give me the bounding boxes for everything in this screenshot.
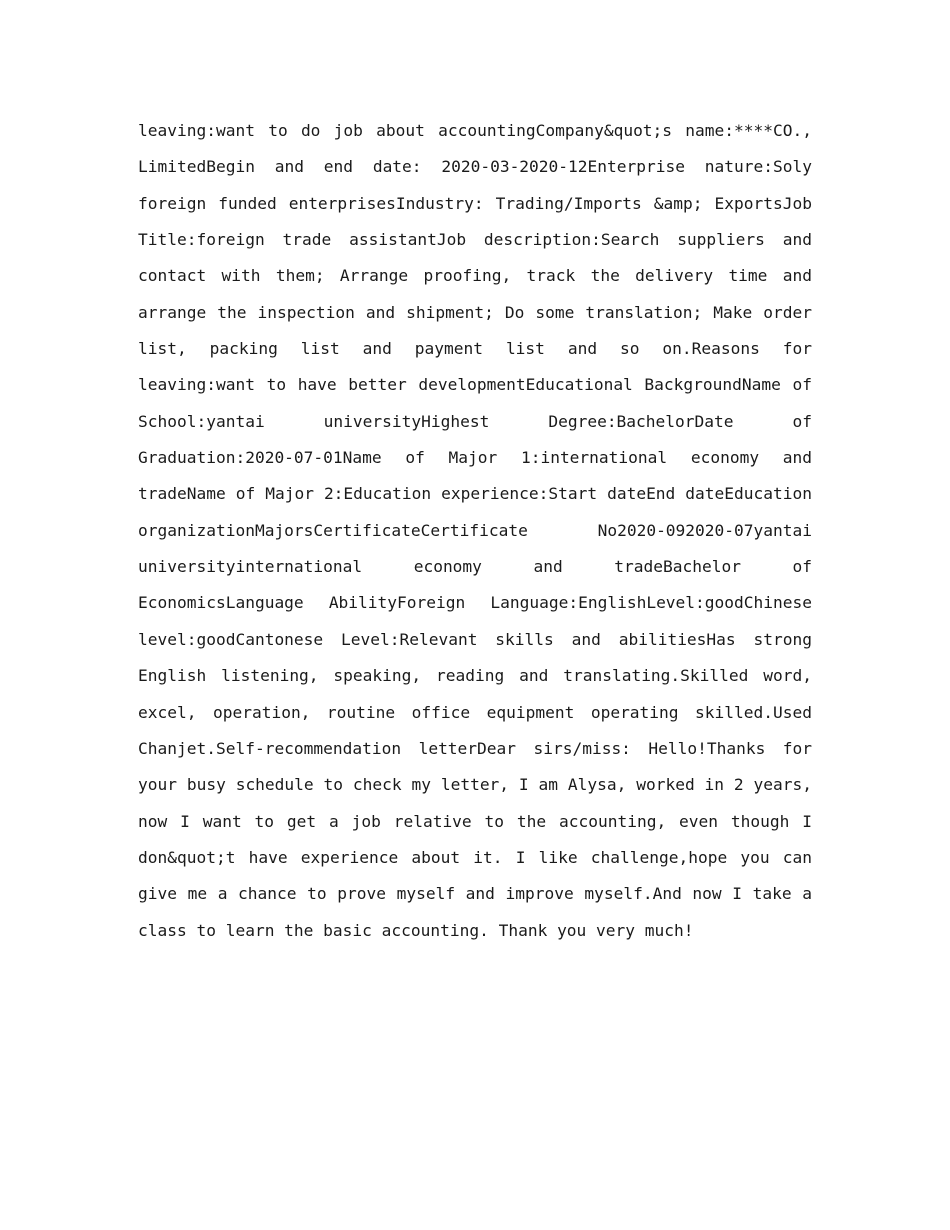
document-body-text: leaving:want to do job about accountingCompany&quot;s name:****CO., LimitedBegin and end date: 2020-03-2020-12Enterprise nature:Soly foreign funded enterprisesIndustry: Trading/Imports &amp; ExportsJob Title:foreign trade assistantJob description:Search suppliers and contact with them; Arrange proofing, track the delivery time and arrange the inspection and shipment; Do some translation; Make order list, packing list and payment list and so on.Reasons for leaving:want to have better developmentEducational BackgroundName of School:yantai universityHighest Degree:BachelorDate of Graduation:2020-07-01Name of Major 1:international economy and tradeName of Major 2:Education experience:Start dateEnd dateEducation organizationMajorsCertificateCertificate No2020-092020-07yantai universityinternational economy and tradeBachelor of EconomicsLanguage AbilityForeign Language:EnglishLevel:goodChinese level:goodCantonese Level:Relevant skills and abilitiesHas strong English listening, speaking, reading and translating.Skilled word, excel, operation, routine office equipment operating skilled.Used Chanjet.Self-recommendation letterDear sirs/miss: Hello!Thanks for your busy schedule to check my letter, I am Alysa, worked in 2 years, now I want to get a job relative to the accounting, even though I don&quot;t have experience about it. I like challenge,hope you can give me a chance to prove myself and improve myself.And now I take a class to learn the basic accounting. Thank you very much! (138, 121, 812, 940)
